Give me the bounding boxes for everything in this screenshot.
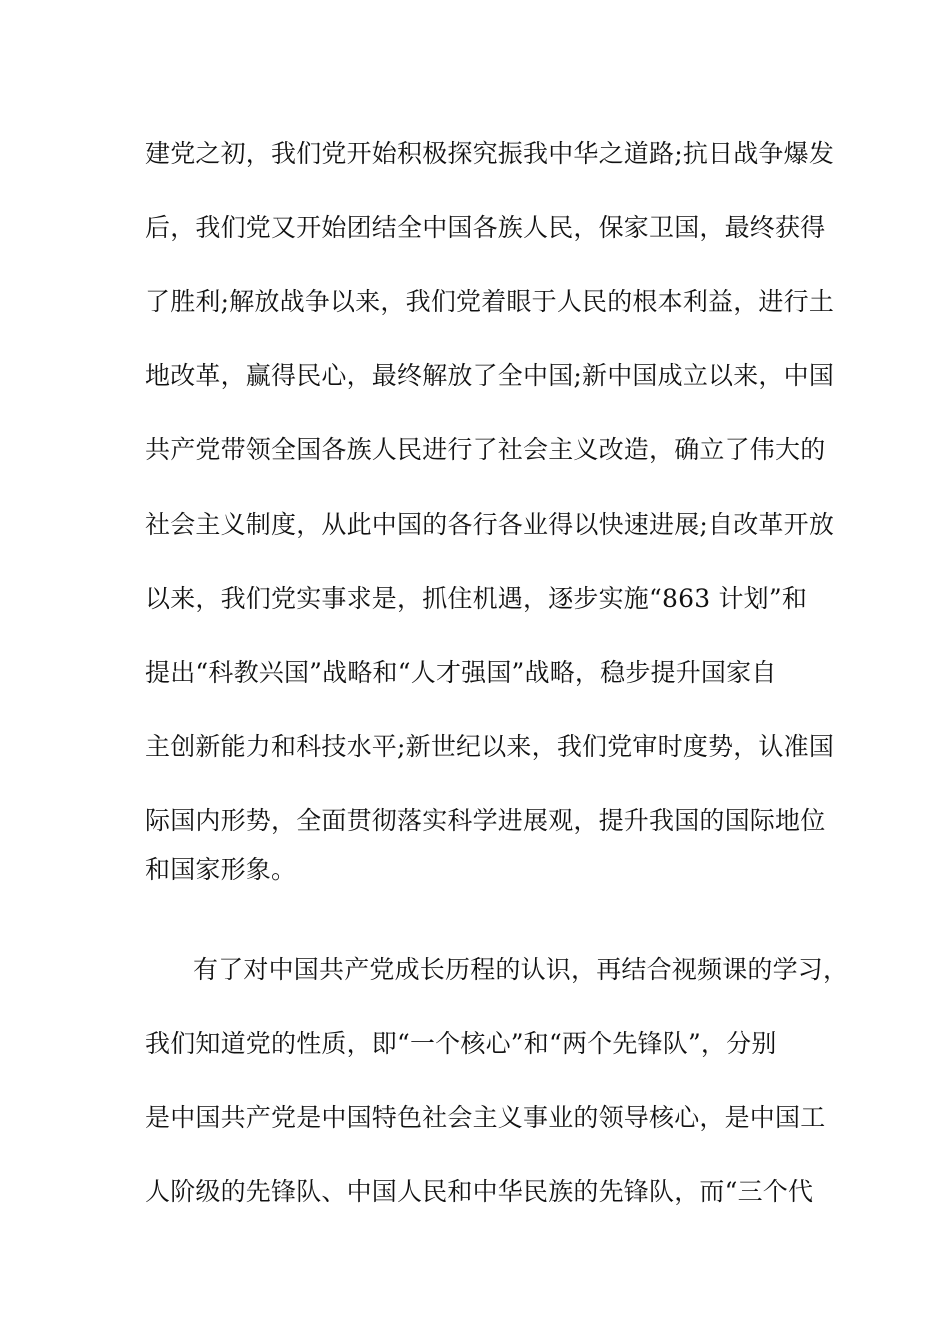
text-line: 人阶级的先锋队、中国人民和中华民族的先锋队，而“三个代 <box>145 1177 814 1206</box>
text-line: 社会主义制度，从此中国的各行各业得以快速进展;自改革开放 <box>145 510 835 539</box>
paragraph-first-line: 有了对中国共产党成长历程的认识，再结合视频课的学习， <box>193 955 849 984</box>
text-line: 共产党带领全国各族人民进行了社会主义改造，确立了伟大的 <box>145 435 826 464</box>
text-line: 我们知道党的性质，即“一个核心”和“两个先锋队”，分别 <box>145 1029 777 1058</box>
text-line: 以来，我们党实事求是，抓住机遇，逐步实施“863 计划”和 <box>145 584 808 613</box>
text-line: 提出“科教兴国”战略和“人才强国”战略，稳步提升国家自 <box>145 658 777 687</box>
text-line: 和国家形象。 <box>145 855 297 884</box>
text-line: 际国内形势，全面贯彻落实科学进展观，提升我国的国际地位 <box>145 806 826 835</box>
text-line: 主创新能力和科技水平;新世纪以来，我们党审时度势，认准国 <box>145 732 835 761</box>
text-line: 建党之初，我们党开始积极探究振我中华之道路;抗日战争爆发 <box>145 139 835 168</box>
text-line: 后，我们党又开始团结全中国各族人民，保家卫国，最终获得 <box>145 213 826 242</box>
text-line: 了胜利;解放战争以来，我们党着眼于人民的根本利益，进行土 <box>145 287 835 316</box>
text-line: 地改革，赢得民心，最终解放了全中国;新中国成立以来，中国 <box>145 361 835 390</box>
text-line: 是中国共产党是中国特色社会主义事业的领导核心，是中国工 <box>145 1103 826 1132</box>
